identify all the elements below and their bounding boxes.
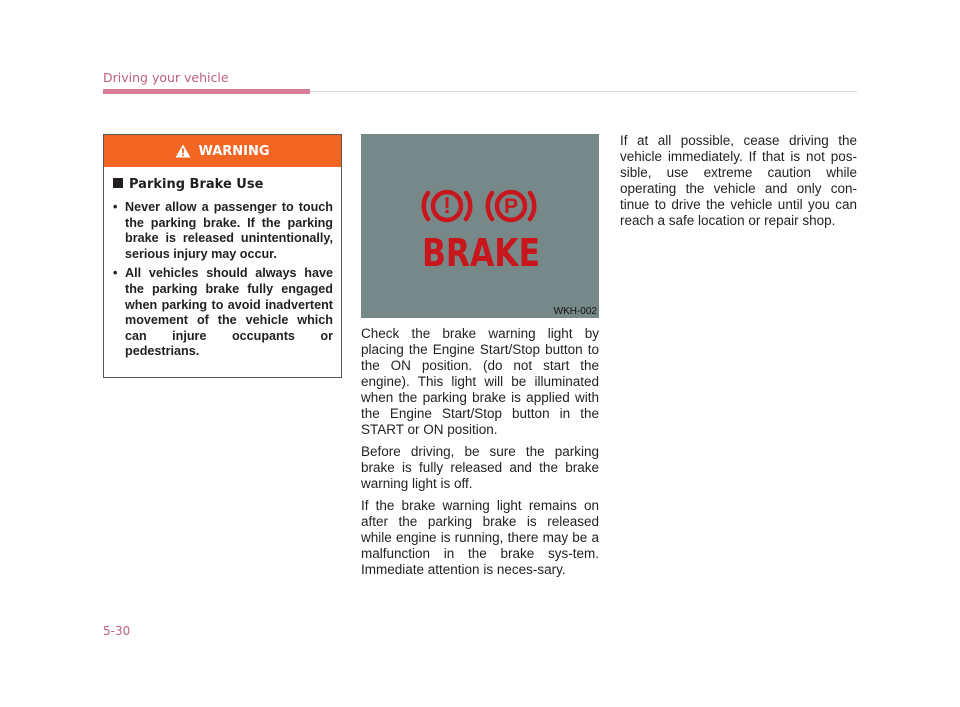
bullet-icon: • [113, 200, 118, 214]
parking-glyph: P [503, 195, 519, 218]
warning-item-text: All vehicles should always have the parking brake fully engaged when parking to avoid inadvertent movement of the vehicle which can injure occupants or pedestrians. [125, 266, 333, 359]
warning-subtitle [113, 177, 341, 192]
warning-label: WARNING [198, 143, 270, 159]
warning-list [104, 200, 341, 360]
section-title: Driving your vehicle [103, 70, 229, 85]
figure-code: WKH-002 [553, 306, 597, 317]
body-paragraph: If at all possible, cease driving the vehicle immediately. If that is not pos-sible, use extreme caution while operating the vehicle and only con-tinue to drive the vehicle until you can reach a safe location or repair shop. [620, 133, 857, 228]
square-bullet-icon [113, 178, 123, 188]
warning-box [103, 134, 342, 378]
body-column-middle [361, 326, 599, 584]
brake-warning-light-icon [419, 186, 543, 275]
page-number: 5-30 [103, 624, 131, 638]
body-paragraph: Before driving, be sure the parking brake is fully released and the brake warning light is off. [361, 444, 599, 491]
warning-item [104, 266, 341, 360]
warning-triangle-icon [175, 144, 191, 158]
warning-subtitle-text: Parking Brake Use [129, 177, 264, 192]
body-column-right [620, 133, 857, 235]
exclamation-glyph: ! [443, 193, 451, 218]
header-divider [310, 91, 857, 92]
header-accent-bar [103, 89, 310, 94]
warning-item-text: Never allow a passenger to touch the parking brake. If the parking brake is released unintentionally, serious injury may occur. [125, 200, 333, 261]
brake-warning-figure [361, 134, 599, 318]
brake-text: BRAKE [422, 231, 540, 275]
body-paragraph: If the brake warning light remains on after the parking brake is released while engine is running, there may be a malfunction in the brake sys-tem. Immediate attention is neces-sary. [361, 498, 599, 577]
warning-item [104, 200, 341, 262]
bullet-icon: • [113, 266, 118, 281]
body-paragraph: Check the brake warning light by placing the Engine Start/Stop button to the ON position. (do not start the engine). This light will be illuminated when the parking brake is applied with the Engine Start/Stop button in the START or ON position. [361, 326, 599, 437]
warning-header [104, 135, 341, 167]
